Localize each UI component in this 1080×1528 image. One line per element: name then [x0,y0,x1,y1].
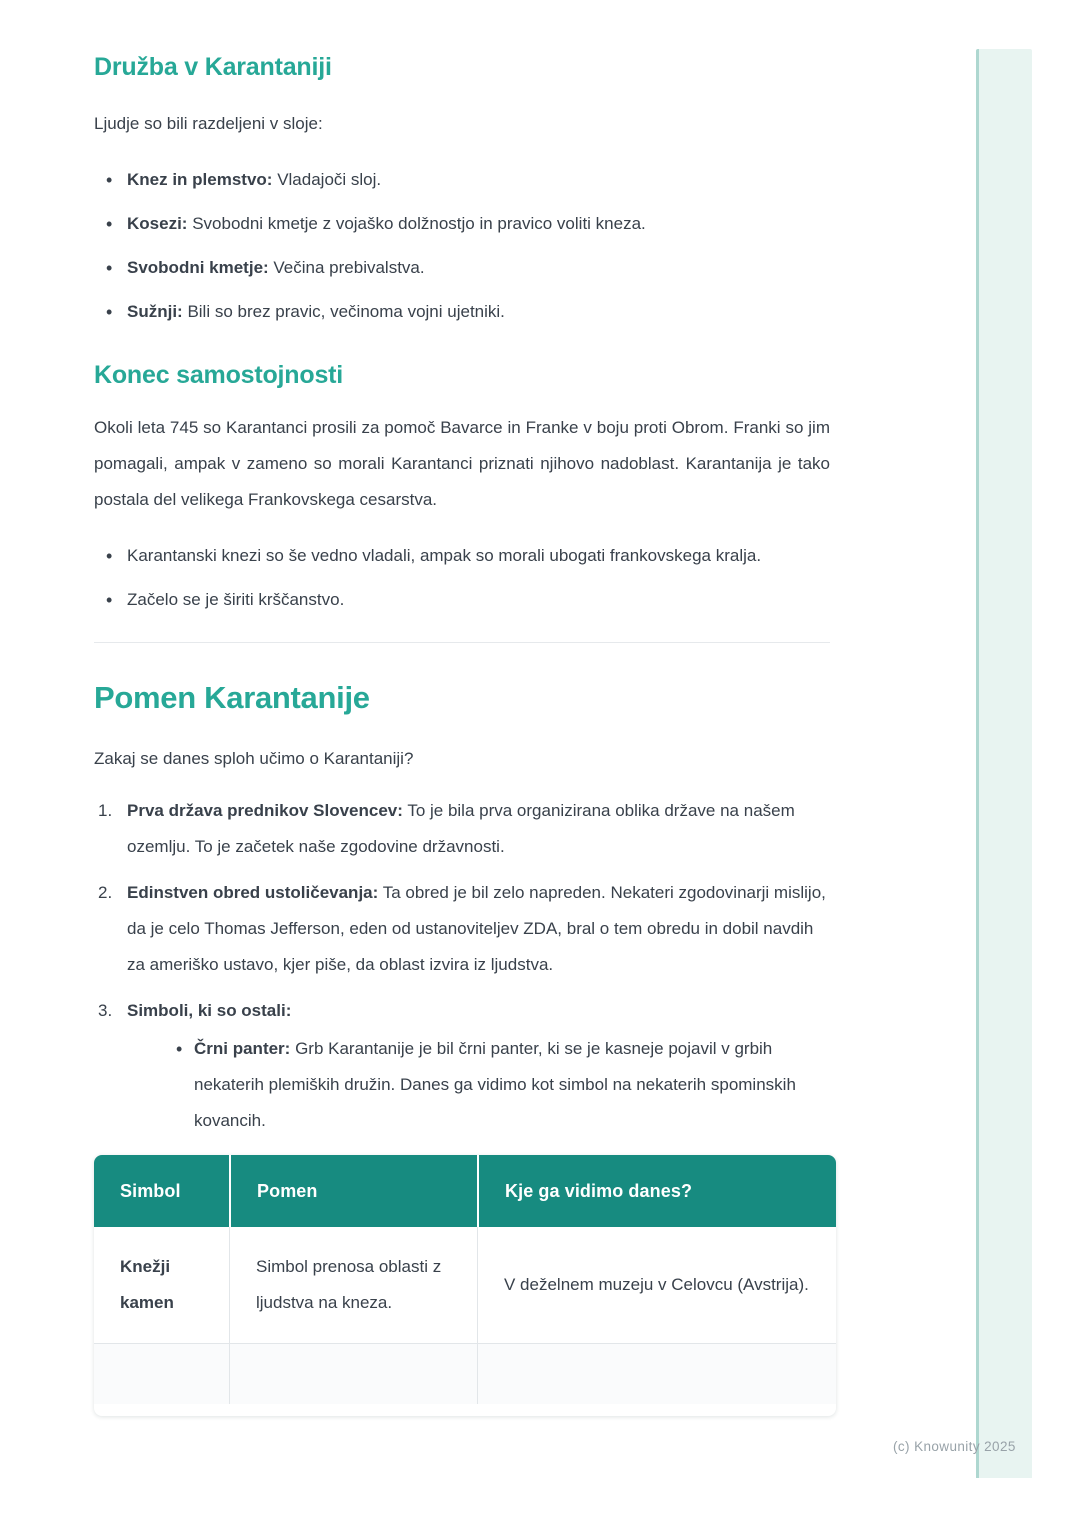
symbols-table-card [94,1155,836,1416]
list-item [94,294,830,330]
list-item [94,250,830,286]
list-item: • Začelo se je širiti krščanstvo. [94,582,830,618]
druzba-bullet-list [94,162,830,330]
list-item-text: Svobodni kmetje z vojaško dolžnostjo in pravico voliti kneza. [187,214,646,233]
list-item-text: Ta obred je bil zelo napreden. Nekateri zgodovinarji mislijo, da je celo Thomas Jefferson, eden od ustanoviteljev ZDA, bral o tem obredu in dobil navdih za ameriško ustavo, kjer piše, da oblast izvira iz ljudstva. [127,883,826,974]
table-header-simbol: Simbol [94,1155,229,1227]
list-item-term: Svobodni kmetje: [127,258,269,277]
list-item-term: Knez in plemstvo: [127,170,273,189]
simboli-sub-list [160,1031,830,1139]
konec-paragraph: Okoli leta 745 so Karantanci prosili za pomoč Bavarce in Franke v boju proti Obrom. Franki so jim pomagali, ampak v zameno so morali Karantanci priznati njihovo nadoblast. Karantanija je tako postala del velikega Frankovskega cesarstva. [94,418,830,509]
cell-kje: V deželnem muzeju v Celovcu (Avstrija). [477,1227,836,1344]
side-strip-decoration [976,49,1032,1478]
section-title-konec: Konec samostojnosti [94,361,344,389]
pomen-numbered-list [94,793,830,1139]
list-item-term: Kosezi: [127,214,188,233]
table-row [94,1227,836,1344]
cell-simbol: Knežji kamen [94,1227,229,1344]
cell-pomen: Simbol prenosa oblasti z ljudstva na kneza. [229,1227,477,1344]
list-item-text: Vladajoči sloj. [272,170,382,189]
table-header-kje: Kje ga vidimo danes? [477,1155,836,1227]
list-item-text: To je bila prva organizirana oblika države na našem ozemlju. To je začetek naše zgodovine državnosti. [127,801,795,856]
symbols-table [94,1155,836,1404]
numbered-item [94,993,830,1139]
table-header-pomen: Pomen [229,1155,477,1227]
numbered-item [94,875,830,983]
page-title-pomen: Pomen Karantanije [94,680,370,715]
sub-list-item [160,1031,830,1139]
table-row-partial [94,1344,836,1404]
list-item-term: Prva država prednikov Slovencev: [127,801,403,820]
section-divider [94,642,830,643]
druzba-intro: Ljudje so bili razdeljeni v sloje: [94,114,323,133]
cell-empty [229,1344,477,1404]
item-number: 1. [98,801,113,820]
item-number: 3. [98,1001,113,1020]
watermark: (c) Knowunity 2025 [893,1439,1016,1454]
list-item [94,206,830,242]
list-item: • Karantanski knezi so še vedno vladali, ampak so morali ubogati frankovskega kralja. [94,538,830,574]
list-item-term: Simboli, ki so ostali: [127,1001,292,1020]
cell-empty [94,1344,229,1404]
list-item-term: Sužnji: [127,302,183,321]
list-item-text: Večina prebivalstva. [268,258,425,277]
cell-empty [477,1344,836,1404]
list-item [94,162,830,198]
section-title-druzba: Družba v Karantaniji [94,53,332,81]
konec-bullet-list [94,538,830,618]
list-item-term: Črni panter: [194,1039,291,1058]
list-item-text: Grb Karantanije je bil črni panter, ki se je kasneje pojavil v grbih nekaterih plemiških družin. Danes ga vidimo kot simbol na nekaterih spominskih kovancih. [194,1039,796,1130]
numbered-item [94,793,830,865]
list-item-term: Edinstven obred ustoličevanja: [127,883,379,902]
list-item-text: Bili so brez pravic, večinoma vojni ujetniki. [182,302,505,321]
pomen-intro: Zakaj se danes sploh učimo o Karantaniji? [94,749,414,768]
table-header-row [94,1155,836,1227]
item-number: 2. [98,883,113,902]
